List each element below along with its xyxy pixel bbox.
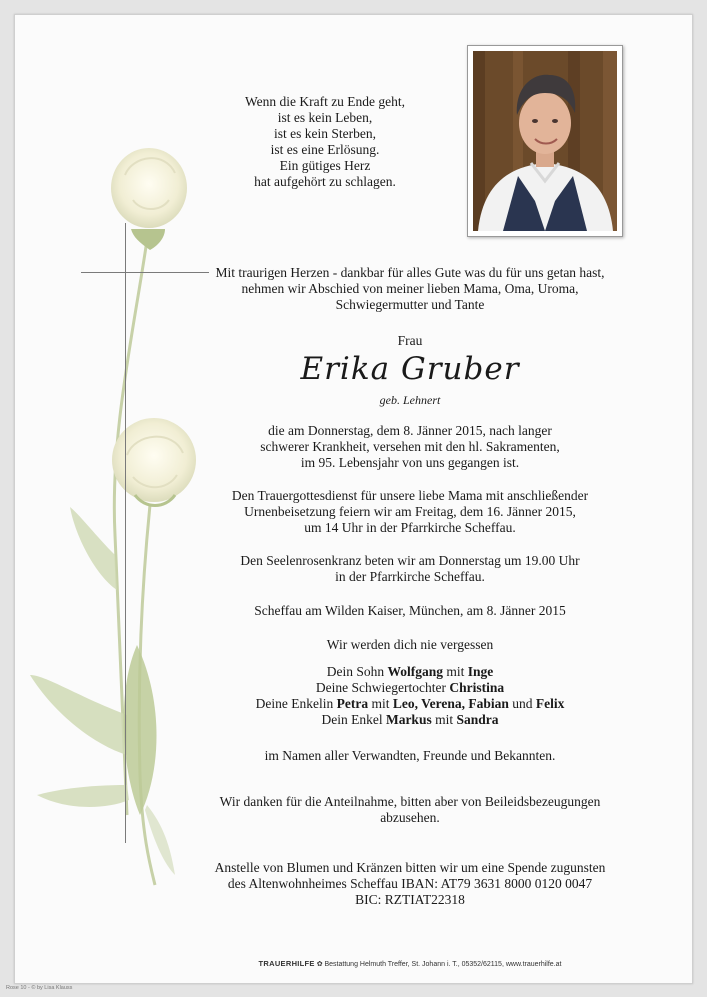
rosary-line: in der Pfarrkirche Scheffau. <box>335 569 485 584</box>
never-forget: Wir werden dich nie vergessen <box>326 637 494 652</box>
footer-flower-icon: ✿ <box>316 961 325 968</box>
thanks-text <box>195 794 625 826</box>
family-line-granddaughter <box>195 696 625 712</box>
poem-line: Ein gütiges Herz <box>279 158 371 173</box>
intro-line: Schwiegermutter und Tante <box>335 297 485 312</box>
donation-text <box>195 860 625 908</box>
service-line: Urnenbeisetzung feiern wir am Freitag, dem 16. Jänner 2015, <box>244 504 576 519</box>
service-line: Den Trauergottesdienst für unsere liebe Mama mit anschließender <box>231 488 589 503</box>
family-name: Felix <box>535 696 565 711</box>
family-name: Markus <box>385 712 432 727</box>
family-name: Sandra <box>456 712 499 727</box>
poem-line: ist es kein Sterben, <box>274 126 376 141</box>
poem-line: ist es eine Erlösung. <box>270 142 380 157</box>
death-line: im 95. Lebensjahr von uns gegangen ist. <box>300 455 520 470</box>
cross-vertical <box>125 223 126 843</box>
relatives-line: im Namen aller Verwandten, Freunde und Bekannten. <box>264 748 556 763</box>
family-line-son <box>195 664 625 680</box>
salutation: Frau <box>397 333 423 348</box>
obituary-card <box>14 14 693 984</box>
family-name: Inge <box>467 664 494 679</box>
family-list <box>195 664 625 728</box>
portrait-photo <box>467 45 623 237</box>
family-text: Deine Schwiegertochter <box>315 680 450 695</box>
intro-line: nehmen wir Abschied von meiner lieben Mama, Oma, Uroma, <box>241 281 579 296</box>
family-text: Deine Enkelin <box>255 696 337 711</box>
donation-line: des Altenwohnheimes Scheffau IBAN: AT79 3631 8000 0120 0047 <box>227 876 593 891</box>
poem <box>175 94 475 190</box>
portrait-image <box>473 51 617 231</box>
place-date: Scheffau am Wilden Kaiser, München, am 8. Jänner 2015 <box>254 603 566 618</box>
family-text: mit <box>368 696 393 711</box>
family-text: mit <box>431 712 457 727</box>
family-line-daughter-in-law <box>195 680 625 696</box>
family-name: Christina <box>449 680 505 695</box>
donation-line: Anstelle von Blumen und Kränzen bitten wir um eine Spende zugunsten <box>214 860 606 875</box>
family-text: und <box>508 696 536 711</box>
rosary-line: Den Seelenrosenkranz beten wir am Donnerstag um 19.00 Uhr <box>240 553 580 568</box>
death-line: schwerer Krankheit, versehen mit den hl. Sakramenten, <box>260 439 560 454</box>
rosary-notice <box>195 553 625 585</box>
family-name: Leo, Verena, Fabian <box>392 696 509 711</box>
thanks-line: Wir danken für die Anteilnahme, bitten aber von Beileidsbezeugungen <box>219 794 601 809</box>
deceased-name: Erika Gruber <box>300 351 520 387</box>
family-text: mit <box>442 664 468 679</box>
family-text: Dein Sohn <box>326 664 388 679</box>
cross-horizontal <box>81 272 209 273</box>
donation-line: BIC: RZTIAT22318 <box>355 892 465 907</box>
family-line-grandson <box>195 712 625 728</box>
family-name: Wolfgang <box>387 664 443 679</box>
intro-line: Mit traurigen Herzen - dankbar für alles Gute was du für uns getan hast, <box>215 265 605 280</box>
image-credit: Rose 10 - © by Lisa Klauss <box>6 985 73 991</box>
footer-text: Bestattung Helmuth Treffer, St. Johann i. T., 05352/62115, www.trauerhilfe.at <box>324 961 562 968</box>
service-line: um 14 Uhr in der Pfarrkirche Scheffau. <box>304 520 516 535</box>
footer <box>195 959 625 968</box>
thanks-line: abzusehen. <box>380 810 440 825</box>
birth-name: geb. Lehnert <box>379 393 441 407</box>
family-text: Dein Enkel <box>321 712 386 727</box>
death-notice <box>195 423 625 471</box>
death-line: die am Donnerstag, dem 8. Jänner 2015, nach langer <box>268 423 552 438</box>
intro-text <box>195 265 625 313</box>
poem-line: ist es kein Leben, <box>277 110 373 125</box>
poem-line: Wenn die Kraft zu Ende geht, <box>244 94 406 109</box>
funeral-service <box>195 488 625 536</box>
family-name: Petra <box>336 696 369 711</box>
poem-line: hat aufgehört zu schlagen. <box>254 174 396 189</box>
footer-brand: TRAUERHILFE <box>258 959 315 968</box>
